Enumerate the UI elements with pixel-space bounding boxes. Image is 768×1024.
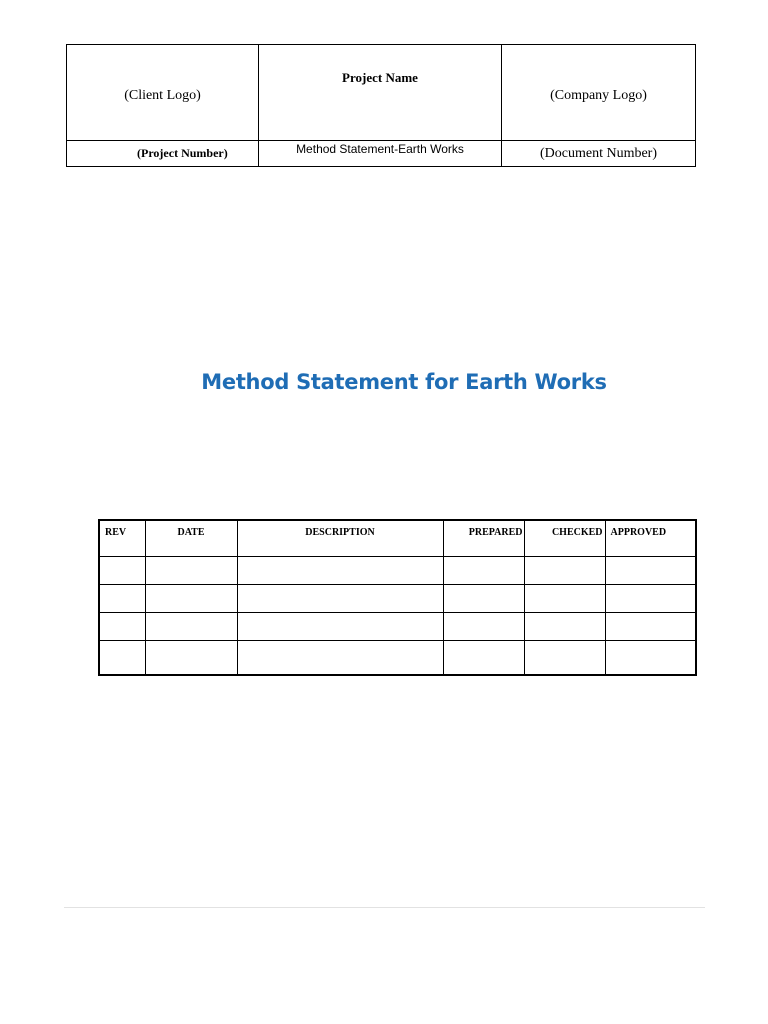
table-cell xyxy=(443,557,524,585)
column-header-description: DESCRIPTION xyxy=(237,520,443,557)
footer-divider xyxy=(64,907,705,908)
table-cell xyxy=(99,641,145,676)
table-cell xyxy=(605,641,696,676)
table-row xyxy=(99,613,696,641)
page-title: Method Statement for Earth Works xyxy=(201,370,607,394)
header-bottom-row xyxy=(67,141,696,167)
document-title: Method Statement-Earth Works xyxy=(259,141,502,167)
table-cell xyxy=(237,557,443,585)
project-name: Project Name xyxy=(259,45,502,141)
table-cell xyxy=(99,613,145,641)
column-header-rev: REV xyxy=(99,520,145,557)
table-cell xyxy=(237,585,443,613)
header-top-row xyxy=(67,45,696,141)
column-header-checked: CHECKED xyxy=(524,520,605,557)
table-cell xyxy=(237,641,443,676)
column-header-prepared: PREPARED xyxy=(443,520,524,557)
table-cell xyxy=(605,613,696,641)
table-cell xyxy=(605,557,696,585)
table-cell xyxy=(524,613,605,641)
table-cell xyxy=(145,613,237,641)
table-cell xyxy=(99,557,145,585)
table-cell xyxy=(605,585,696,613)
document-header-table xyxy=(66,44,696,167)
table-cell xyxy=(145,585,237,613)
company-logo-placeholder: (Company Logo) xyxy=(502,45,696,141)
table-row xyxy=(99,641,696,676)
column-header-approved: APPROVED xyxy=(605,520,696,557)
table-row xyxy=(99,557,696,585)
table-cell xyxy=(99,585,145,613)
table-cell xyxy=(443,613,524,641)
table-cell xyxy=(524,585,605,613)
client-logo-placeholder: (Client Logo) xyxy=(67,45,259,141)
table-cell xyxy=(145,641,237,676)
table-cell xyxy=(443,585,524,613)
table-row xyxy=(99,585,696,613)
project-number: (Project Number) xyxy=(67,141,259,167)
table-cell xyxy=(443,641,524,676)
table-cell xyxy=(524,557,605,585)
table-cell xyxy=(524,641,605,676)
table-cell xyxy=(145,557,237,585)
revision-table xyxy=(98,519,697,676)
revision-table-header xyxy=(99,520,696,557)
column-header-date: DATE xyxy=(145,520,237,557)
document-number: (Document Number) xyxy=(502,141,696,167)
table-cell xyxy=(237,613,443,641)
